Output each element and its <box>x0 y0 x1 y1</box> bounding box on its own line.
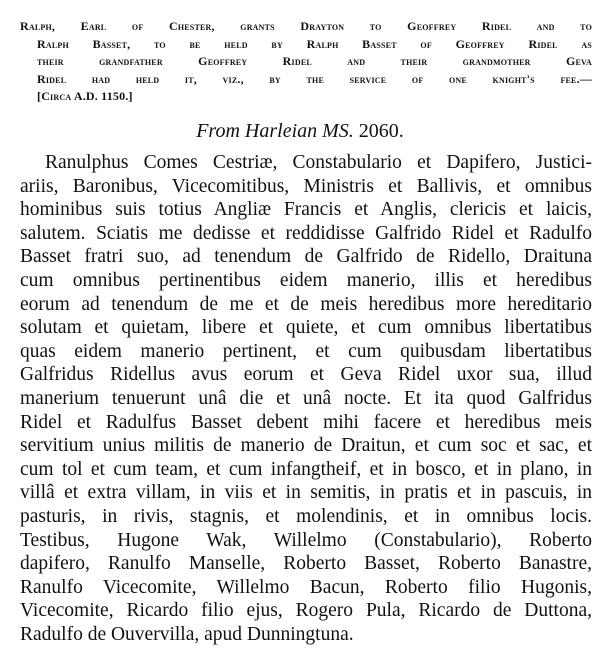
text-line: cum omnibus pertinentibus eidem manerio, illis et heredibus <box>20 269 592 291</box>
text-line: servitium unius militis de manerio de Draitun, et cum soc et sac, et <box>20 435 592 457</box>
text-line: hominibus suis totius Angliæ Francis et Anglis, clericis et laicis, <box>20 199 592 221</box>
heading-line: Ralph Basset, to be held by Ralph Basset of Geoffrey Ridel as <box>37 36 592 51</box>
text-line: Testibus, Hugone Wak, Willelmo (Constabulario), Roberto <box>20 529 592 551</box>
source-number: 2060. <box>358 120 404 142</box>
charter-text <box>20 151 592 646</box>
text-line: ariis, Baronibus, Vicecomitibus, Ministris et Ballivis, et omnibus <box>20 175 592 197</box>
text-line: salutem. Sciatis me dedisse et reddidisse Galfrido Ridel et Radulfo <box>20 222 592 244</box>
text-line: dapifero, Ranulfo Manselle, Roberto Basset, Roberto Banastre, <box>20 553 592 575</box>
text-line: Ridel et Radulfus Basset debent mihi facere et heredibus meis <box>20 411 592 433</box>
text-line: Radulfo de Ouvervilla, apud Dunningtuna. <box>20 623 354 645</box>
text-line: Galfridus Ridellus avus eorum et Geva Ridel uxor sua, illud <box>20 364 592 386</box>
text-line: Ranulphus Comes Cestriæ, Constabulario et Dapifero, Justici- <box>45 152 592 173</box>
text-line: cum tol et cum team, et cum infangtheif, et in bosco, et in plano, in <box>20 458 592 480</box>
text-line: villâ et extra villam, in viis et in semitis, in pratis et in pascuis, in <box>20 482 592 504</box>
heading-line: their grandfather Geoffrey Ridel and their grandmother Geva <box>37 54 592 68</box>
text-line: Ranulfo Vicecomite, Willelmo Bacun, Roberto filio Hugonis, <box>20 576 592 598</box>
heading-line: Ralph, Earl of Chester, grants Drayton to Geoffrey Ridel and to <box>20 19 592 33</box>
source-citation <box>0 119 600 143</box>
charter-heading <box>20 18 592 106</box>
text-line: pasturis, in rivis, stagnis, et molendinis, et in omnibus locis. <box>20 505 592 527</box>
text-line: Basset fratri suo, ad tenendum de Galfrido de Ridello, Draituna <box>20 246 592 268</box>
text-line: Vicecomite, Ricardo filio ejus, Rogero Pula, Ricardo de Duttona, <box>20 600 592 622</box>
text-line: solutam et quietam, libere et quiete, et cum omnibus libertatibus <box>20 317 592 339</box>
heading-line: Ridel had held it, viz., by the service of one knight's fee.— <box>37 71 592 86</box>
text-line: quas eidem manerio pertinent, et cum quibusdam libertatibus <box>20 340 592 362</box>
source-manuscript: From Harleian MS. <box>196 120 354 142</box>
text-line: manerium tenuerunt unâ die et unâ nocte. Et ita quod Galfridus <box>20 387 592 409</box>
text-line: eorum ad tenendum de me et de meis heredibus more hereditario <box>20 293 592 315</box>
heading-line: [Circa A.D. 1150.] <box>37 89 133 103</box>
